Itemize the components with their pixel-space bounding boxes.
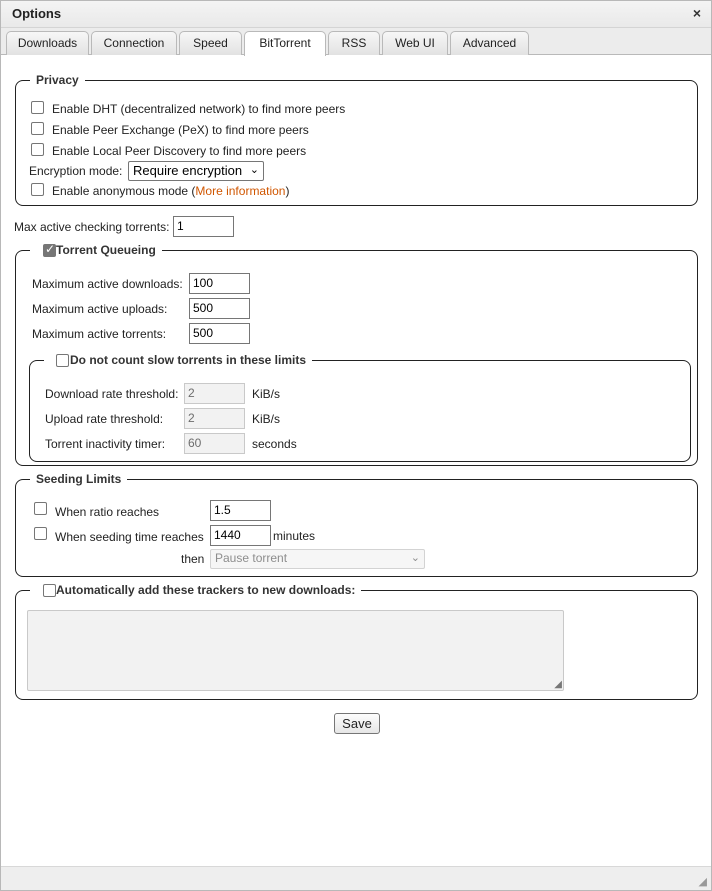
tab-web-ui[interactable]: Web UI bbox=[382, 31, 448, 55]
dht-label: Enable DHT (decentralized network) to find more peers bbox=[52, 102, 346, 116]
then-label: then bbox=[181, 552, 205, 566]
lpd-checkbox[interactable] bbox=[31, 143, 44, 156]
close-icon[interactable]: × bbox=[692, 5, 702, 21]
tab-downloads[interactable]: Downloads bbox=[6, 31, 89, 55]
encryption-mode-select[interactable] bbox=[128, 161, 264, 181]
tab-advanced[interactable]: Advanced bbox=[450, 31, 529, 55]
max-checking-label: Max active checking torrents: bbox=[14, 220, 170, 234]
resize-grip-icon[interactable]: ◢ bbox=[554, 679, 562, 690]
ratio-label: When ratio reaches bbox=[55, 505, 160, 519]
tab-bittorrent[interactable]: BitTorrent bbox=[244, 31, 326, 56]
upload-threshold-input[interactable]: 2 bbox=[184, 408, 245, 429]
trackers-textarea[interactable] bbox=[27, 610, 564, 691]
inactivity-timer-input[interactable]: 60 bbox=[184, 433, 245, 454]
anonymous-mode-label: Enable anonymous mode (More information) bbox=[52, 184, 290, 198]
download-threshold-unit: KiB/s bbox=[252, 387, 281, 401]
trackers-legend: Automatically add these trackers to new downloads: bbox=[56, 583, 356, 597]
tab-connection[interactable]: Connection bbox=[91, 31, 177, 55]
dht-checkbox[interactable] bbox=[31, 101, 44, 114]
anonymous-mode-checkbox[interactable] bbox=[31, 183, 44, 196]
window-resize-icon[interactable]: ◢ bbox=[698, 876, 707, 888]
trackers-checkbox[interactable] bbox=[43, 584, 56, 597]
bittorrent-panel bbox=[1, 56, 711, 866]
upload-threshold-label: Upload rate threshold: bbox=[45, 412, 164, 426]
encryption-mode-label: Encryption mode: bbox=[29, 164, 123, 178]
max-downloads-label: Maximum active downloads: bbox=[32, 277, 183, 291]
max-checking-input[interactable]: 1 bbox=[173, 216, 234, 237]
inactivity-timer-unit: seconds bbox=[252, 437, 297, 451]
encryption-mode-value: Require encryption bbox=[133, 163, 243, 178]
lpd-label: Enable Local Peer Discovery to find more peers bbox=[52, 144, 307, 158]
save-button[interactable]: Save bbox=[334, 713, 380, 734]
torrent-queueing-legend: Torrent Queueing bbox=[56, 243, 156, 257]
max-uploads-label: Maximum active uploads: bbox=[32, 302, 168, 316]
privacy-legend: Privacy bbox=[36, 73, 79, 87]
window-title: Options bbox=[12, 6, 62, 21]
tab-bar bbox=[1, 28, 711, 55]
seeding-action-value: Pause torrent bbox=[215, 551, 288, 565]
tab-speed[interactable]: Speed bbox=[179, 31, 242, 55]
max-torrents-label: Maximum active torrents: bbox=[32, 327, 167, 341]
ratio-checkbox[interactable] bbox=[34, 502, 47, 515]
ratio-input[interactable]: 1.5 bbox=[210, 500, 271, 521]
chevron-down-icon: ⌄ bbox=[249, 164, 259, 176]
max-downloads-input[interactable]: 100 bbox=[189, 273, 250, 294]
slow-torrents-legend: Do not count slow torrents in these limits bbox=[70, 353, 307, 367]
seeding-time-label: When seeding time reaches bbox=[55, 530, 204, 544]
chevron-down-icon: ⌄ bbox=[410, 552, 420, 564]
download-threshold-input[interactable]: 2 bbox=[184, 383, 245, 404]
title-bar[interactable] bbox=[1, 1, 711, 28]
seeding-time-input[interactable]: 1440 bbox=[210, 525, 271, 546]
pex-label: Enable Peer Exchange (PeX) to find more peers bbox=[52, 123, 309, 137]
inactivity-timer-label: Torrent inactivity timer: bbox=[45, 437, 166, 451]
max-torrents-input[interactable]: 500 bbox=[189, 323, 250, 344]
status-footer bbox=[1, 866, 711, 890]
torrent-queueing-checkbox[interactable] bbox=[43, 244, 56, 257]
upload-threshold-unit: KiB/s bbox=[252, 412, 281, 426]
download-threshold-label: Download rate threshold: bbox=[45, 387, 179, 401]
more-information-link[interactable]: More information bbox=[195, 184, 286, 198]
pex-checkbox[interactable] bbox=[31, 122, 44, 135]
seeding-time-unit: minutes bbox=[273, 529, 316, 543]
seeding-action-select[interactable] bbox=[210, 549, 425, 569]
max-uploads-input[interactable]: 500 bbox=[189, 298, 250, 319]
tab-rss[interactable]: RSS bbox=[328, 31, 380, 55]
seeding-limits-legend: Seeding Limits bbox=[36, 472, 122, 486]
slow-torrents-checkbox[interactable] bbox=[56, 354, 69, 367]
seeding-time-checkbox[interactable] bbox=[34, 527, 47, 540]
